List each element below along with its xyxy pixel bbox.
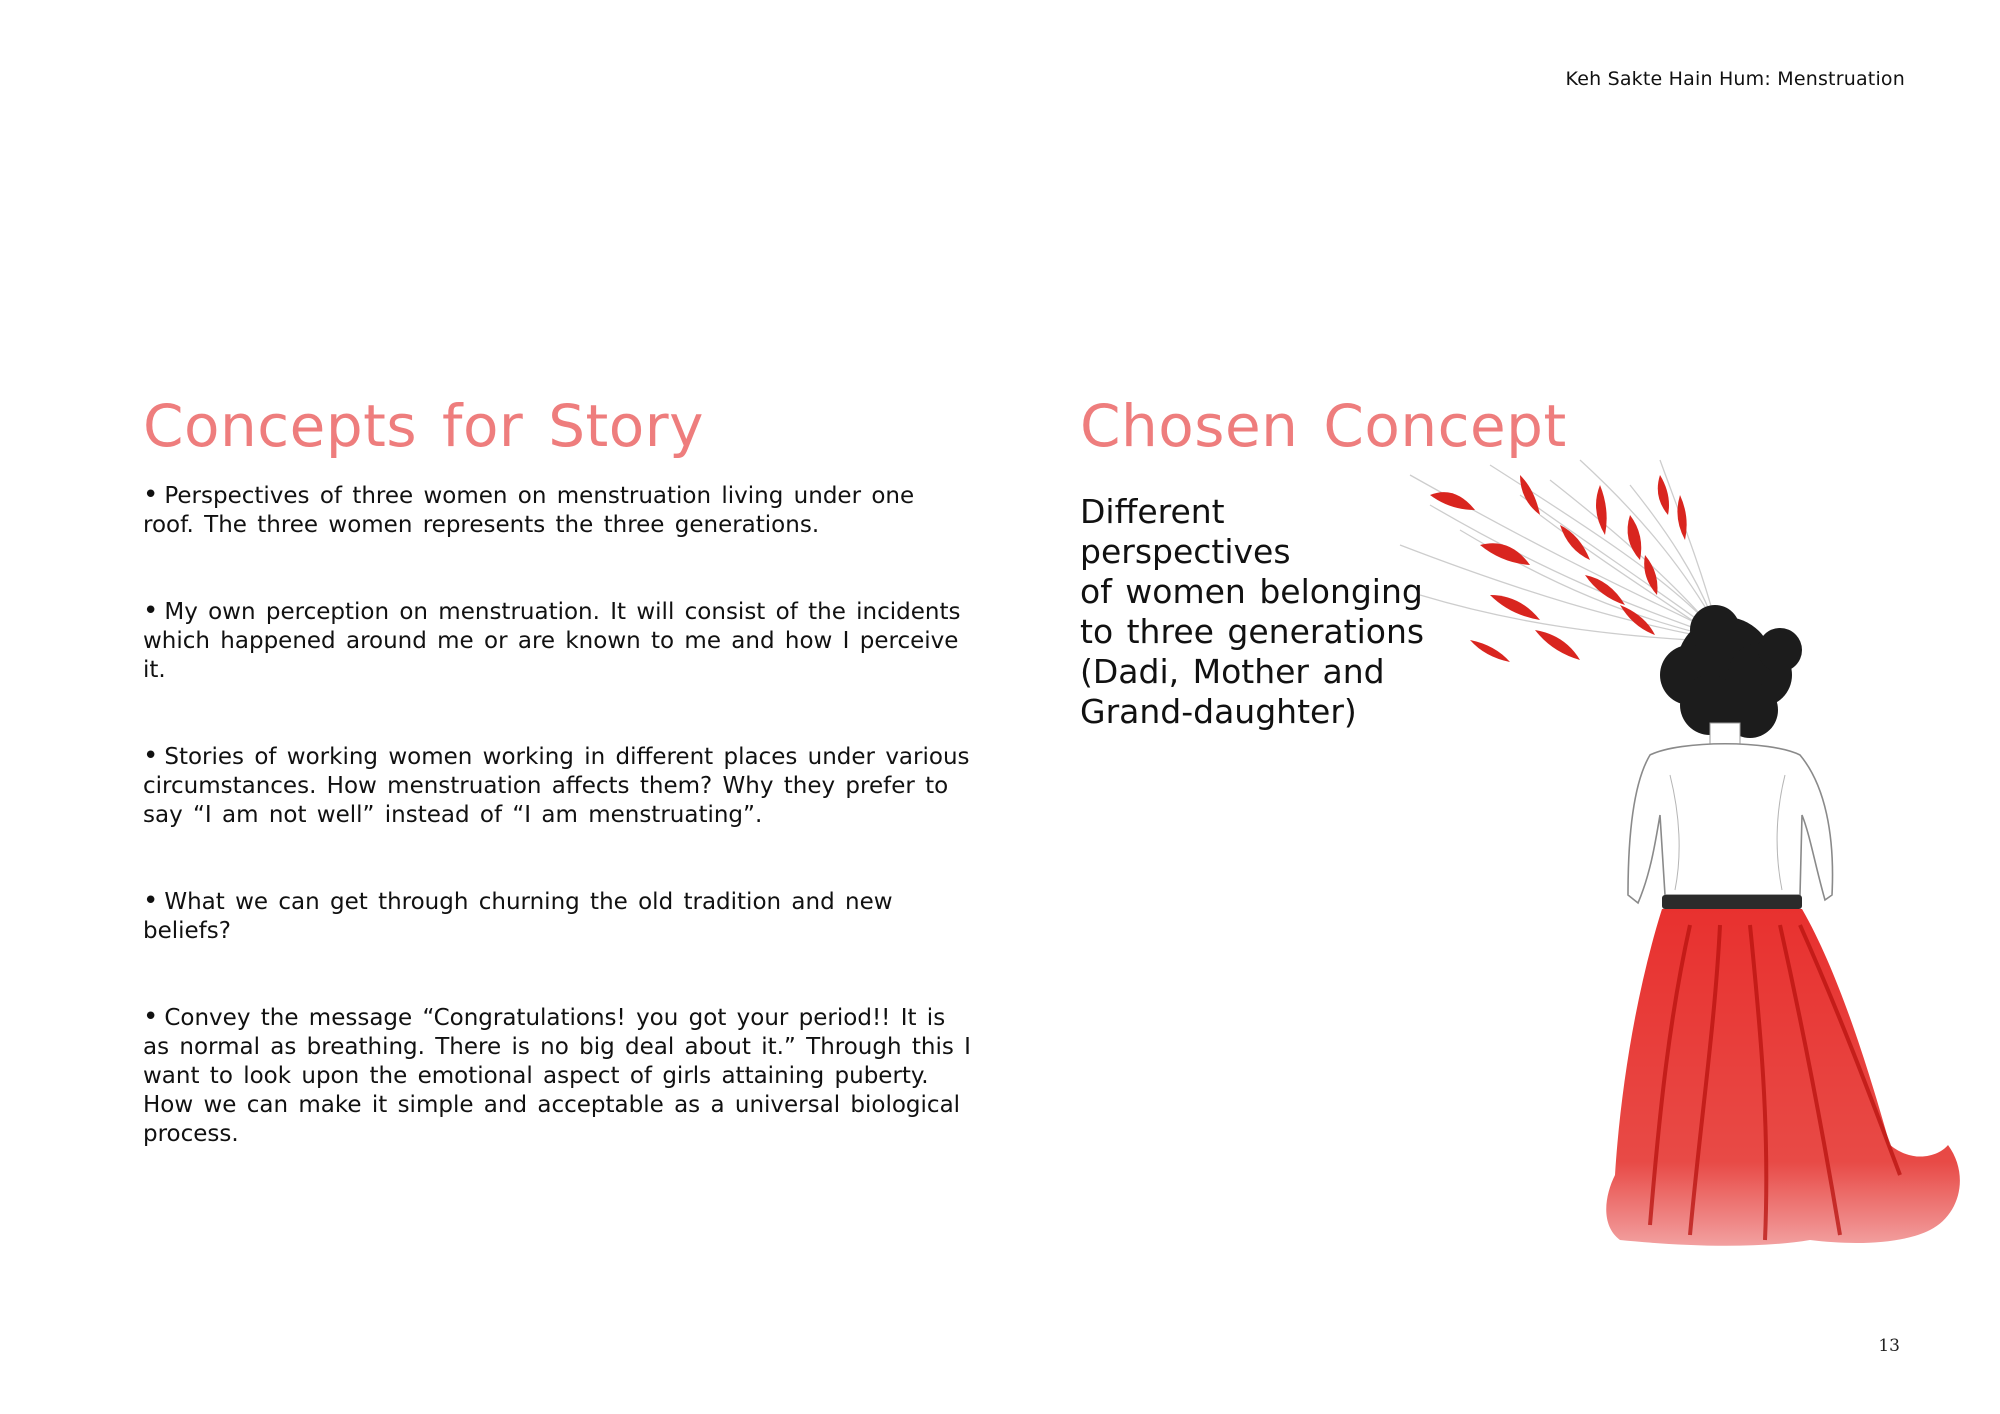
bullet-icon: • (143, 479, 159, 510)
concept-text: Stories of working women working in different places under various circumstances. How menstruation affects them? Why they prefer to say “I am not well” instead of “I am menstruating”. (143, 743, 970, 828)
concept-item (143, 742, 973, 830)
woman-illustration (1370, 455, 1970, 1295)
chosen-concept-line: Grand-daughter) (1080, 692, 1357, 731)
concept-item (143, 481, 973, 540)
waistband (1662, 895, 1802, 909)
chosen-concept-line: Different perspectives (1080, 492, 1291, 571)
hair-strands (1400, 460, 1715, 640)
bullet-icon: • (143, 595, 159, 626)
concepts-section (143, 392, 973, 1206)
page-number: 13 (1878, 1336, 1900, 1356)
concept-text: What we can get through churning the old tradition and new beliefs? (143, 888, 893, 944)
bullet-icon: • (143, 1001, 159, 1032)
red-petals (1430, 475, 1687, 662)
blouse (1628, 744, 1833, 903)
running-header: Keh Sakte Hain Hum: Menstruation (1565, 68, 1905, 90)
skirt (1606, 909, 1960, 1246)
concepts-title: Concepts for Story (143, 392, 704, 460)
chosen-concept-title: Chosen Concept (1080, 392, 1567, 460)
hair-bun (1660, 605, 1802, 738)
concept-item (143, 597, 973, 685)
bullet-icon: • (143, 885, 159, 916)
chosen-concept-line: (Dadi, Mother and (1080, 652, 1385, 691)
concept-item (143, 1003, 973, 1149)
concept-text: My own perception on menstruation. It will consist of the incidents which happened around me or are known to me and how I perceive it. (143, 598, 961, 683)
concept-text: Convey the message “Congratulations! you got your period!! It is as normal as breathing. There is no big deal about it.” Through this I want to look upon the emotional aspect of girls attaining puberty. How we can make it simple and acceptable as a universal biological process. (143, 1004, 971, 1147)
chosen-concept-line: of women belonging (1080, 572, 1423, 611)
chosen-concept-line: to three generations (1080, 612, 1425, 651)
concept-text: Perspectives of three women on menstruation living under one roof. The three women represents the three generations. (143, 482, 915, 538)
concepts-list (143, 481, 973, 1149)
bullet-icon: • (143, 740, 159, 771)
concept-item (143, 887, 973, 946)
